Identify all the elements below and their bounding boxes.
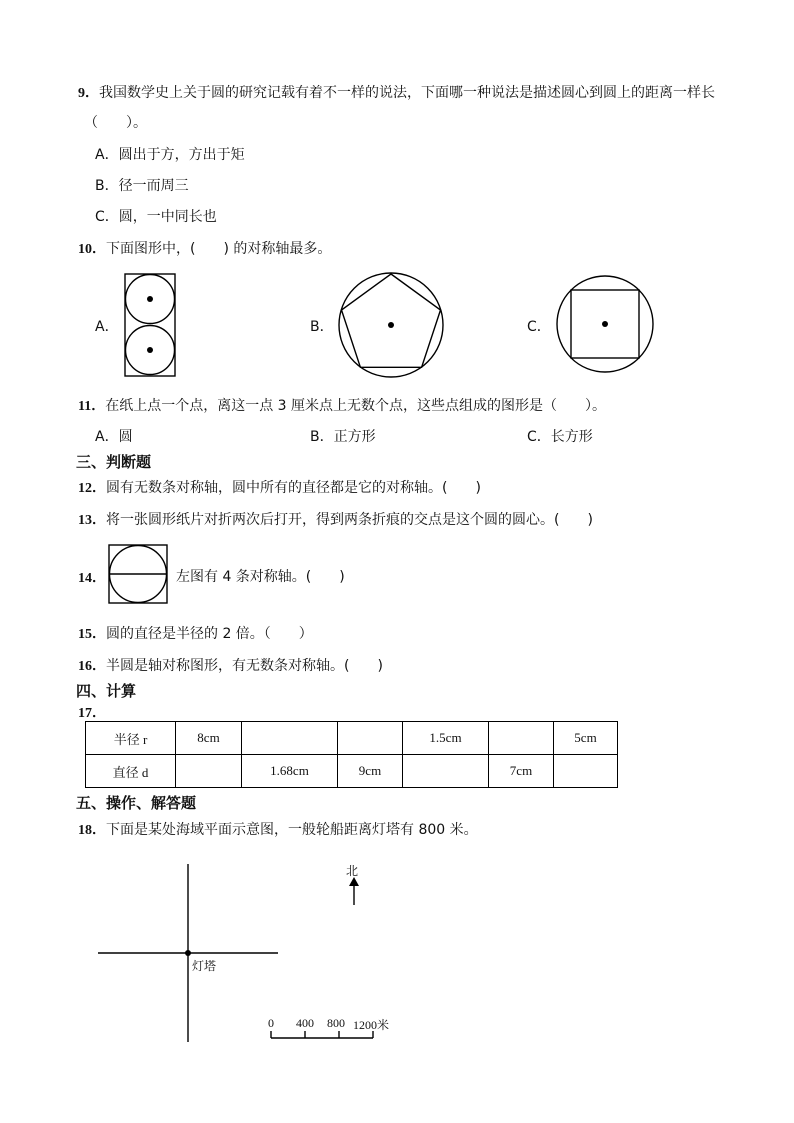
table-cell: 7cm: [489, 755, 554, 788]
question-number: 18．: [78, 823, 106, 838]
question-number: 12．: [78, 481, 106, 496]
scale-label-0: 0: [268, 1016, 274, 1030]
question-number: 15．: [78, 627, 106, 642]
question-9: [78, 82, 715, 102]
question-13: [78, 509, 593, 529]
question-16: [78, 655, 383, 675]
table-cell: 5cm: [554, 722, 618, 755]
question-number: 9．: [78, 86, 99, 101]
question-text: 将一张圆形纸片对折两次后打开，得到两条折痕的交点是这个圆的圆心。( ): [106, 512, 593, 528]
question-12: [78, 477, 481, 497]
question-11: [78, 395, 606, 415]
table-cell[interactable]: [338, 722, 403, 755]
question-number: 14．: [78, 571, 106, 586]
question-18: [78, 819, 478, 839]
option-a[interactable]: A．圆: [95, 429, 133, 445]
question-text: 半圆是轴对称图形，有无数条对称轴。( ): [106, 658, 383, 674]
option-c-label[interactable]: C．: [527, 319, 551, 335]
option-a-label[interactable]: A．: [95, 319, 119, 335]
option-c[interactable]: C．圆，一中同长也: [95, 209, 217, 225]
question-10: [78, 238, 331, 258]
section-heading-calculation: 四、计算: [76, 682, 137, 700]
question-14-text: 左图有 4 条对称轴。( ): [176, 569, 345, 585]
question-text: 圆有无数条对称轴，圆中所有的直径都是它的对称轴。( ): [106, 480, 481, 496]
lighthouse-label: 灯塔: [192, 959, 217, 973]
option-b[interactable]: B．正方形: [310, 429, 376, 445]
row-header-radius: 半径 r: [86, 722, 176, 755]
question-14-number: [78, 567, 106, 587]
table-cell[interactable]: [403, 755, 489, 788]
figure-b-pentagon-in-circle: [338, 272, 444, 378]
question-text: 在纸上点一个点，离这一点 3 厘米点上无数个点，这些点组成的图形是（ ）。: [105, 398, 607, 414]
table-cell: 1.5cm: [403, 722, 489, 755]
question-text: 下面是某处海域平面示意图，一般轮船距离灯塔有 800 米。: [106, 822, 478, 838]
figure-c-square-in-circle: [556, 275, 654, 373]
question-number: 13．: [78, 513, 106, 528]
question-text: 下面图形中，( ) 的对称轴最多。: [106, 241, 332, 257]
row-header-diameter: 直径 d: [86, 755, 176, 788]
table-row: [86, 722, 618, 755]
option-b-label[interactable]: B．: [310, 319, 334, 335]
option-b[interactable]: B．径一而周三: [95, 178, 189, 194]
figure-circle-in-square: [108, 544, 168, 604]
table-row: [86, 755, 618, 788]
table-cell: 1.68cm: [242, 755, 338, 788]
question-text: 圆的直径是半径的 2 倍。（ ）: [106, 626, 313, 642]
scale-label-400: 400: [296, 1016, 314, 1030]
question-number: 10．: [78, 242, 106, 257]
table-cell[interactable]: [489, 722, 554, 755]
section-heading-judgement: 三、判断题: [76, 453, 152, 471]
scale-label-800: 800: [327, 1016, 345, 1030]
question-text: 我国数学史上关于圆的研究记载有着不一样的说法，下面哪一种说法是描述圆心到圆上的距离一样长: [99, 85, 715, 101]
table-cell[interactable]: [242, 722, 338, 755]
scale-bar: [270, 1030, 376, 1040]
answer-blank[interactable]: （ ）。: [84, 115, 147, 131]
question-number: 16．: [78, 659, 106, 674]
table-cell: 8cm: [176, 722, 242, 755]
radius-diameter-table: [85, 721, 618, 788]
table-cell: 9cm: [338, 755, 403, 788]
option-c[interactable]: C．长方形: [527, 429, 593, 445]
sea-map-axes: [98, 864, 280, 1044]
figure-a-two-circles: [124, 273, 178, 377]
north-arrow-icon: [348, 877, 360, 905]
scale-label-1200: 1200米: [353, 1018, 390, 1032]
north-label: 北: [346, 864, 359, 878]
option-a[interactable]: A．圆出于方，方出于矩: [95, 147, 245, 163]
table-cell[interactable]: [176, 755, 242, 788]
question-15: [78, 623, 313, 643]
question-17-number: 17．: [78, 706, 106, 721]
section-heading-operation: 五、操作、解答题: [76, 794, 197, 812]
table-cell[interactable]: [554, 755, 618, 788]
question-number: 11．: [78, 399, 106, 414]
